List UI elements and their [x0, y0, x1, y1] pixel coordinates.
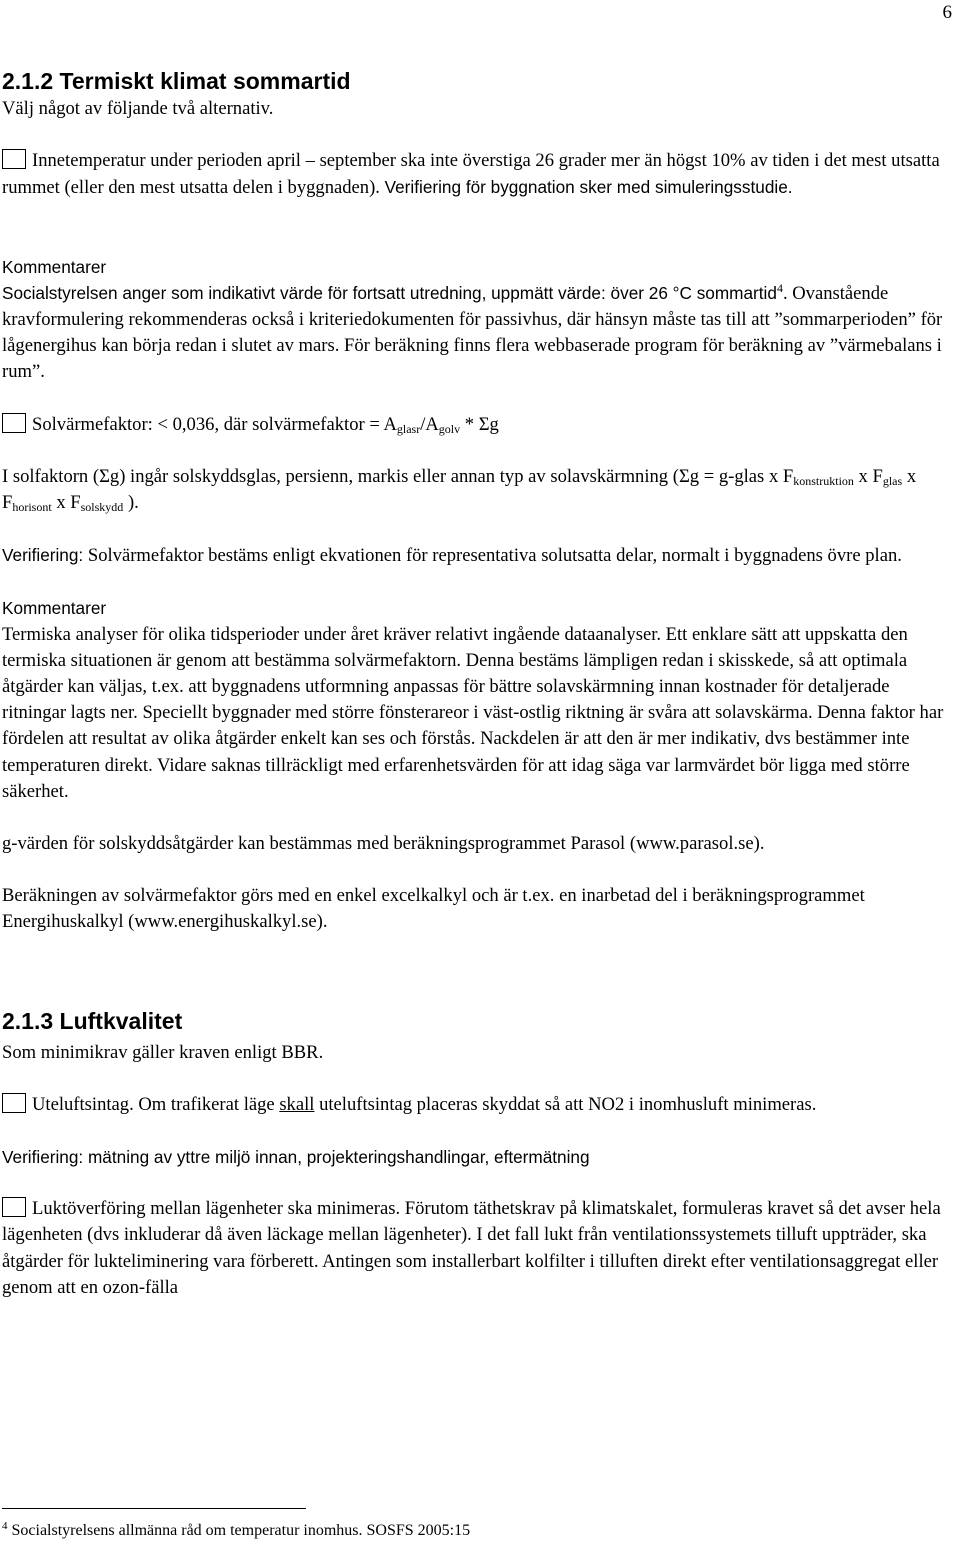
- solfaktor-text-b: x F: [853, 465, 883, 487]
- verification-label: Verifiering:: [2, 545, 84, 566]
- verification-paragraph: [2, 542, 956, 569]
- solfaktor-text-c: x F: [2, 465, 917, 514]
- comments-label-1: Kommentarer: [2, 256, 107, 277]
- solfaktor-sub-glas: glas: [882, 473, 903, 488]
- checkbox-outdoor-air-intake[interactable]: [2, 1093, 26, 1113]
- solfaktor-paragraph: [2, 464, 956, 516]
- outdoor-air-text-a: Uteluftsintag. Om trafikerat läge: [32, 1093, 280, 1115]
- solar-factor-text: Solvärmefaktor: < 0,036, där solvärmefaktor = A: [32, 413, 397, 435]
- section-heading-213: 2.1.3 Luftkvalitet: [2, 1007, 183, 1034]
- footnote-divider: [2, 1508, 306, 1509]
- indoor-temperature-verification: Verifiering för byggnation sker med simuleringsstudie.: [384, 177, 793, 198]
- checkbox-indoor-temperature[interactable]: [2, 149, 26, 169]
- comments1-sans-text: Socialstyrelsen anger som indikativt värde för fortsatt utredning, uppmätt värde: över 26 °C sommartid: [2, 282, 777, 303]
- checkbox-odour-transfer[interactable]: [2, 1197, 26, 1217]
- footnote-text: Socialstyrelsens allmänna råd om temperatur inomhus. SOSFS 2005:15: [7, 1522, 471, 1539]
- section-212-intro: Välj något av följande två alternativ.: [2, 98, 274, 119]
- section-213-intro: Som minimikrav gäller kraven enligt BBR.: [2, 1041, 324, 1063]
- solfaktor-sub-solskydd: solskydd: [80, 500, 124, 515]
- comments1-rest-text: . Ovanstående kravformulering rekommenderas också i kriteriedokumenten för passivhus, där hänsyn måste tas till att ”sommarperioden” för lågenergihus kan börja redan i slutet av mars. För beräkning finns flera webbaserade program för beräkning av ”värmebalans i rum”.: [2, 282, 943, 383]
- solar-factor-sub-golv: golv: [438, 421, 461, 436]
- solfaktor-text-e: ).: [123, 492, 139, 514]
- page-content: [2, 66, 956, 1301]
- solfaktor-sub-konstruktion: konstruktion: [793, 473, 854, 488]
- verification-text: Solvärmefaktor bestäms enligt ekvationen för representativa solutsatta delar, normalt i byggnadens övre plan.: [83, 545, 902, 567]
- comments-label-2: Kommentarer: [2, 598, 107, 619]
- option-outdoor-air-intake: [2, 1092, 956, 1118]
- odour-transfer-text: Luktöverföring mellan lägenheter ska minimeras. Förutom täthetskrav på klimatskalet, formuleras kravet så det avser hela lägenheten (dvs inkluderar då även läckage mellan lägenheter). I det fall lukt från ventilationssystemets tilluft uppträder, ska åtgärder för lukteliminering vara förberett. Antingen som installerbart kolfilter i tilluften direkt efter ventilationsaggregat eller genom att en ozon-fälla: [2, 1198, 941, 1298]
- solar-factor-text-b: /A: [420, 413, 439, 435]
- footnote-ref[interactable]: 4: [776, 280, 783, 295]
- comments-block-1: [2, 280, 956, 386]
- calculation-paragraph: Beräkningen av solvärmefaktor görs med en enkel excelkalkyl och är t.ex. en inarbetad del i beräkningsprogrammet Energihuskalkyl (www.energihuskalkyl.se).: [2, 885, 865, 933]
- footnote: [2, 1520, 470, 1542]
- option-solar-factor: [2, 412, 956, 438]
- verification-paragraph-213: Verifiering: mätning av yttre miljö innan, projekteringshandlingar, eftermätning: [2, 1147, 590, 1168]
- g-values-paragraph: g-värden för solskyddsåtgärder kan bestämmas med beräkningsprogrammet Parasol (www.parasol.se).: [2, 833, 765, 855]
- footnote-number: 4: [2, 1520, 8, 1532]
- solfaktor-sub-horisont: horisont: [12, 500, 52, 515]
- checkbox-solar-factor[interactable]: [2, 413, 26, 433]
- solar-factor-text-c: * Σg: [460, 413, 499, 435]
- outdoor-air-underlined: skall: [279, 1093, 315, 1115]
- solfaktor-text-d: x F: [51, 492, 81, 514]
- outdoor-air-text-b: uteluftsintag placeras skyddat så att NO2 i inomhusluft minimeras.: [314, 1093, 817, 1115]
- indoor-temperature-text: Innetemperatur under perioden april – september ska inte överstiga 26 grader mer än högst 10% av tiden i det mest utsatta rummet (eller den mest utsatta delen i byggnaden).: [2, 150, 940, 199]
- page-number: 6: [942, 2, 952, 23]
- section-heading-212: 2.1.2 Termiskt klimat sommartid: [2, 68, 351, 94]
- solfaktor-text-a: I solfaktorn (Σg) ingår solskyddsglas, persienn, markis eller annan typ av solavskärmning (Σg = g-glas x F: [2, 465, 794, 487]
- option-indoor-temperature: [2, 148, 956, 201]
- solar-factor-sub-glasr: glasr: [396, 421, 421, 436]
- comments-block-2: Termiska analyser för olika tidsperioder under året kräver relativt ingående dataanalyser. Ett enklare sätt att uppskatta den termiska situationen är genom att bestämma solvärmefaktorn. Denna bestäms lämpligen redan i skisskede, så att optimala åtgärder kan väljas, t.ex. att byggnadens utformning anpassas för bättre solavskärmning innan kostnader för detaljerade ritningar lagts ner. Speciellt byggnader med större fönsterareor i väst-ostlig riktning är svåra att solavskärma. Denna faktor har fördelen att resultat av olika åtgärder enkelt kan ses och förstås. Nackdelen är att den är mer indikativ, dvs bestämmer inte temperaturen direkt. Vidare saknas tillräckligt med erfarenhetsvärden för att idag säga var larmvärdet bör ligga med större säkerhet.: [2, 623, 944, 802]
- option-odour-transfer: [2, 1196, 956, 1301]
